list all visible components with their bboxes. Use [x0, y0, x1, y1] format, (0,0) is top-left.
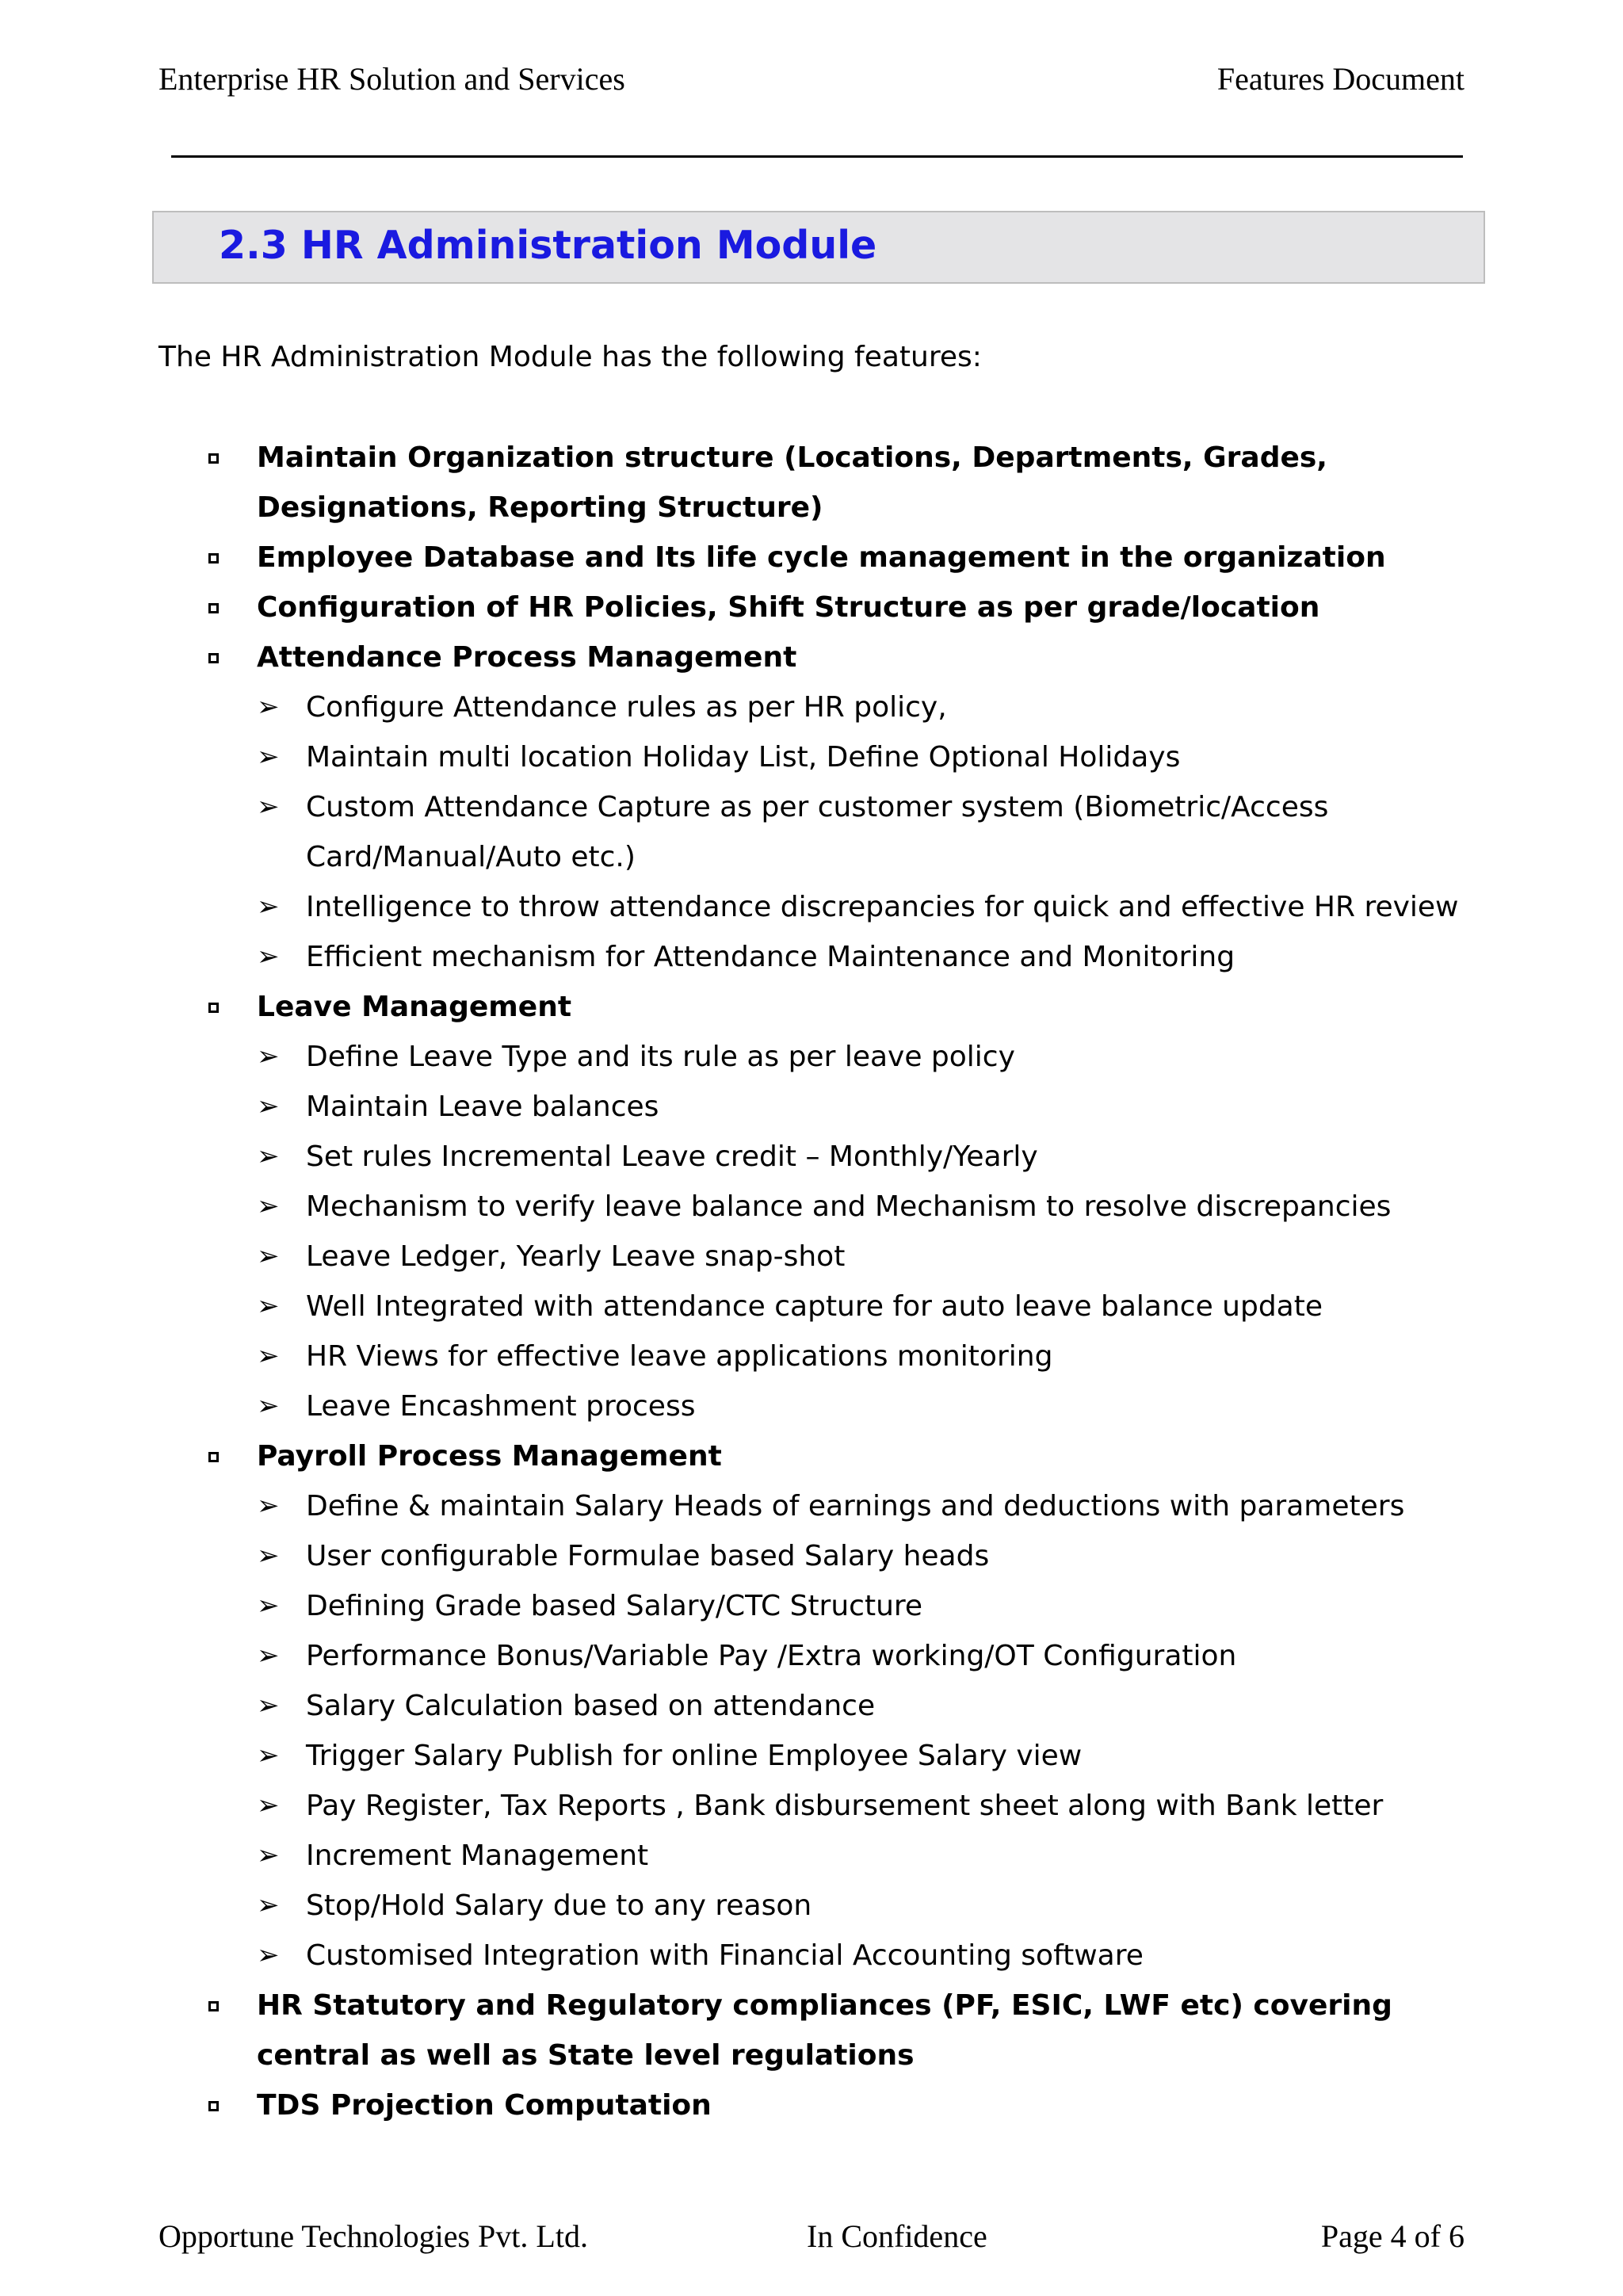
square-bullet-icon	[208, 653, 219, 663]
square-bullet-icon	[208, 2101, 219, 2111]
feature-title: Employee Database and Its life cycle management in the organization	[257, 541, 1386, 574]
arrow-bullet-icon: ➢	[257, 1690, 280, 1721]
feature-main	[0, 1981, 1623, 2080]
feature-title: Attendance Process Management	[257, 641, 797, 674]
feature-list	[0, 433, 1623, 2130]
sub-feature-item	[0, 1182, 1623, 1232]
feature-item	[0, 533, 1623, 583]
square-bullet-icon	[208, 1452, 219, 1462]
square-bullet-icon	[208, 603, 219, 613]
sub-feature-text: Customised Integration with Financial Accounting software	[306, 1939, 1144, 1972]
sub-feature-text: Efficient mechanism for Attendance Maintenance and Monitoring	[306, 941, 1235, 973]
sub-feature-item	[0, 1032, 1623, 1082]
sub-feature-text: User configurable Formulae based Salary heads	[306, 1540, 990, 1572]
arrow-bullet-icon: ➢	[257, 1340, 280, 1372]
arrow-bullet-icon: ➢	[257, 1490, 280, 1522]
feature-title: Payroll Process Management	[257, 1440, 722, 1473]
square-bullet-icon	[208, 1003, 219, 1013]
sub-feature-text: Well Integrated with attendance capture for auto leave balance update	[306, 1290, 1323, 1323]
sub-feature-item	[0, 1931, 1623, 1981]
footer-confidentiality: In Confidence	[807, 2218, 987, 2254]
sub-feature-item	[0, 1381, 1623, 1431]
sub-feature-item	[0, 1681, 1623, 1731]
arrow-bullet-icon: ➢	[257, 1091, 280, 1122]
arrow-bullet-icon: ➢	[257, 1889, 280, 1921]
sub-feature-item	[0, 1232, 1623, 1282]
sub-feature-item	[0, 682, 1623, 732]
sub-feature-text: Salary Calculation based on attendance	[306, 1690, 876, 1722]
header-document-type: Features Document	[1216, 61, 1465, 97]
feature-title: Leave Management	[257, 991, 572, 1023]
sub-feature-item	[0, 1581, 1623, 1631]
feature-title: HR Statutory and Regulatory compliances (PF, ESIC, LWF etc) covering central as well as State level regulations	[257, 1989, 1392, 2072]
sub-feature-text: Intelligence to throw attendance discrepancies for quick and effective HR review	[306, 891, 1459, 923]
feature-item	[0, 982, 1623, 1431]
footer-company: Opportune Technologies Pvt. Ltd.	[158, 2218, 588, 2254]
sub-feature-list	[0, 1032, 1623, 1431]
feature-main	[0, 982, 1623, 1032]
sub-feature-list	[0, 682, 1623, 982]
feature-main	[0, 2080, 1623, 2130]
sub-feature-text: Leave Ledger, Yearly Leave snap-shot	[306, 1240, 846, 1273]
sub-feature-text: Trigger Salary Publish for online Employee Salary view	[306, 1740, 1083, 1772]
arrow-bullet-icon: ➢	[257, 1540, 280, 1572]
feature-title: TDS Projection Computation	[257, 2089, 712, 2122]
sub-feature-text: Stop/Hold Salary due to any reason	[306, 1889, 812, 1922]
sub-feature-item	[0, 1881, 1623, 1931]
feature-main	[0, 533, 1623, 583]
feature-item	[0, 632, 1623, 982]
sub-feature-text: Define & maintain Salary Heads of earnings and deductions with parameters	[306, 1490, 1405, 1522]
arrow-bullet-icon: ➢	[257, 1790, 280, 1821]
arrow-bullet-icon: ➢	[257, 1390, 280, 1422]
feature-item	[0, 1981, 1623, 2080]
sub-feature-text: Set rules Incremental Leave credit – Monthly/Yearly	[306, 1140, 1038, 1173]
arrow-bullet-icon: ➢	[257, 941, 280, 972]
sub-feature-item	[0, 732, 1623, 782]
arrow-bullet-icon: ➢	[257, 1839, 280, 1871]
sub-feature-text: Performance Bonus/Variable Pay /Extra working/OT Configuration	[306, 1640, 1237, 1672]
sub-feature-item	[0, 932, 1623, 982]
feature-main	[0, 583, 1623, 632]
arrow-bullet-icon: ➢	[257, 1190, 280, 1222]
header-company-name: Enterprise HR Solution and Services	[158, 61, 625, 97]
sub-feature-item	[0, 1831, 1623, 1881]
arrow-bullet-icon: ➢	[257, 1140, 280, 1172]
arrow-bullet-icon: ➢	[257, 1041, 280, 1072]
sub-feature-text: Defining Grade based Salary/CTC Structure	[306, 1590, 923, 1622]
sub-feature-text: Leave Encashment process	[306, 1390, 696, 1423]
sub-feature-item	[0, 1331, 1623, 1381]
sub-feature-text: HR Views for effective leave applications monitoring	[306, 1340, 1053, 1373]
sub-feature-item	[0, 882, 1623, 932]
sub-feature-text: Maintain multi location Holiday List, Define Optional Holidays	[306, 741, 1181, 774]
arrow-bullet-icon: ➢	[257, 741, 280, 773]
intro-text: The HR Administration Module has the following features:	[158, 341, 982, 373]
arrow-bullet-icon: ➢	[257, 1740, 280, 1771]
sub-feature-item	[0, 1531, 1623, 1581]
sub-feature-item	[0, 1481, 1623, 1531]
header-divider	[171, 155, 1463, 158]
arrow-bullet-icon: ➢	[257, 1590, 280, 1622]
sub-feature-item	[0, 1731, 1623, 1781]
section-title: 2.3 HR Administration Module	[219, 223, 877, 268]
sub-feature-list	[0, 1481, 1623, 1981]
square-bullet-icon	[208, 553, 219, 563]
feature-title: Maintain Organization structure (Locations, Departments, Grades, Designations, Reporting Structure)	[257, 441, 1327, 524]
sub-feature-text: Pay Register, Tax Reports , Bank disbursement sheet along with Bank letter	[306, 1790, 1384, 1822]
sub-feature-text: Mechanism to verify leave balance and Mechanism to resolve discrepancies	[306, 1190, 1392, 1223]
sub-feature-text: Increment Management	[306, 1839, 649, 1872]
feature-item	[0, 583, 1623, 632]
arrow-bullet-icon: ➢	[257, 1939, 280, 1971]
sub-feature-item	[0, 1631, 1623, 1681]
sub-feature-item	[0, 782, 1623, 882]
sub-feature-text: Configure Attendance rules as per HR policy,	[306, 691, 947, 724]
feature-item	[0, 1431, 1623, 1981]
sub-feature-text: Custom Attendance Capture as per customer system (Biometric/Access Card/Manual/Auto etc.)	[306, 791, 1329, 873]
sub-feature-item	[0, 1282, 1623, 1331]
section-heading-box	[152, 211, 1485, 284]
feature-item	[0, 433, 1623, 533]
arrow-bullet-icon: ➢	[257, 791, 280, 823]
arrow-bullet-icon: ➢	[257, 1240, 280, 1272]
feature-main	[0, 632, 1623, 682]
footer-page-number: Page 4 of 6	[1320, 2218, 1465, 2254]
arrow-bullet-icon: ➢	[257, 891, 280, 923]
feature-main	[0, 433, 1623, 533]
feature-main	[0, 1431, 1623, 1481]
feature-title: Configuration of HR Policies, Shift Structure as per grade/location	[257, 591, 1320, 624]
feature-item	[0, 2080, 1623, 2130]
sub-feature-item	[0, 1781, 1623, 1831]
arrow-bullet-icon: ➢	[257, 691, 280, 723]
square-bullet-icon	[208, 453, 219, 464]
sub-feature-item	[0, 1082, 1623, 1132]
sub-feature-text: Define Leave Type and its rule as per leave policy	[306, 1041, 1015, 1073]
sub-feature-text: Maintain Leave balances	[306, 1091, 659, 1123]
sub-feature-item	[0, 1132, 1623, 1182]
square-bullet-icon	[208, 2001, 219, 2011]
arrow-bullet-icon: ➢	[257, 1290, 280, 1322]
arrow-bullet-icon: ➢	[257, 1640, 280, 1671]
